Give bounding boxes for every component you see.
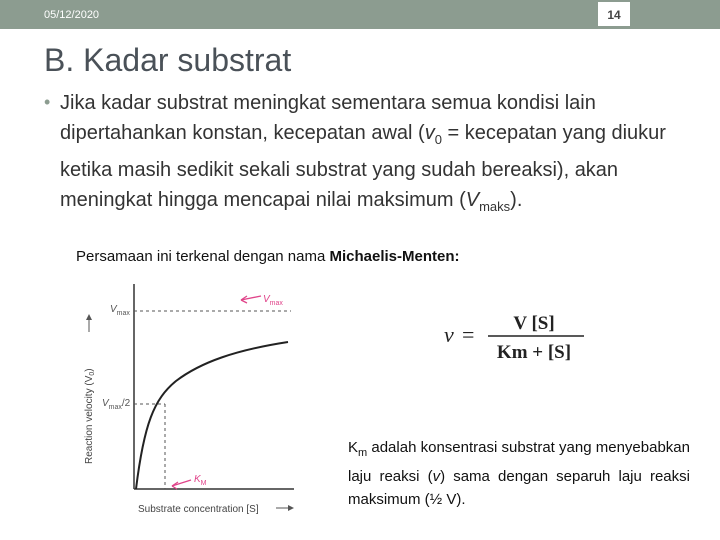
vmaks-symbol: V: [465, 189, 480, 211]
formula-numerator: V [S]: [513, 313, 555, 334]
bullet-text-part1: Jika kadar substrat meningkat sementara semua kondisi lain dipertahankan konstan, kecepatan awal (: [60, 92, 596, 144]
equation-name: Michaelis-Menten:: [329, 248, 460, 265]
km-description: [348, 436, 690, 511]
velocity-curve: [136, 342, 288, 489]
km-annotation: $K_M$: [194, 474, 207, 487]
formula-denominator: Km + [S]: [496, 342, 572, 363]
km-k: K: [348, 439, 359, 456]
km-subscript: m: [358, 447, 368, 459]
slide-date: 05/12/2020: [44, 9, 100, 21]
michaelis-menten-graph: [76, 274, 306, 524]
bullet-dot-icon: •: [44, 92, 51, 112]
equation-intro-text: Persamaan ini terkenal dengan nama: [76, 248, 330, 265]
formula-lhs: v: [444, 322, 454, 347]
vmax-annotation: $V_{max}$: [263, 294, 283, 307]
v-symbol: v: [424, 122, 435, 144]
x-axis-label: Substrate concentration [S]: [138, 504, 259, 515]
equation-intro: [76, 248, 460, 265]
half-vmax-tick-label: $V_{max}/2$: [102, 398, 131, 411]
vmax-tick-label: $V_{max}$: [110, 304, 130, 317]
formula-equals: =: [462, 322, 475, 347]
y-label-arrowhead-icon: [86, 314, 92, 320]
bullet-text-part3: ).: [510, 189, 523, 211]
km-text-part2: ) sama dengan separuh laju reaksi maksimum (½ V).: [348, 468, 690, 508]
bullet-text-part2: = kecepatan yang diukur ketika masih sedikit sekali substrat yang sudah bereaksi), akan meningkat hingga mencapai nilai maksimum (: [60, 122, 666, 211]
slide-title: B. Kadar substrat: [44, 42, 292, 78]
header-bar: [0, 0, 720, 29]
michaelis-menten-formula: [438, 302, 598, 366]
km-arrow: [172, 480, 191, 486]
slide-page-number: 14: [598, 2, 630, 26]
x-label-arrowhead-icon: [288, 505, 294, 511]
vmaks-subscript: maks: [479, 199, 511, 214]
km-text-part1: adalah konsentrasi substrat yang menyebabkan laju reaksi (: [348, 439, 690, 485]
v-subscript: 0: [434, 132, 442, 147]
y-axis-label: Reaction velocity $(V_0)$: [84, 368, 96, 464]
km-v-symbol: v: [432, 468, 441, 485]
bullet-paragraph: [60, 88, 700, 222]
